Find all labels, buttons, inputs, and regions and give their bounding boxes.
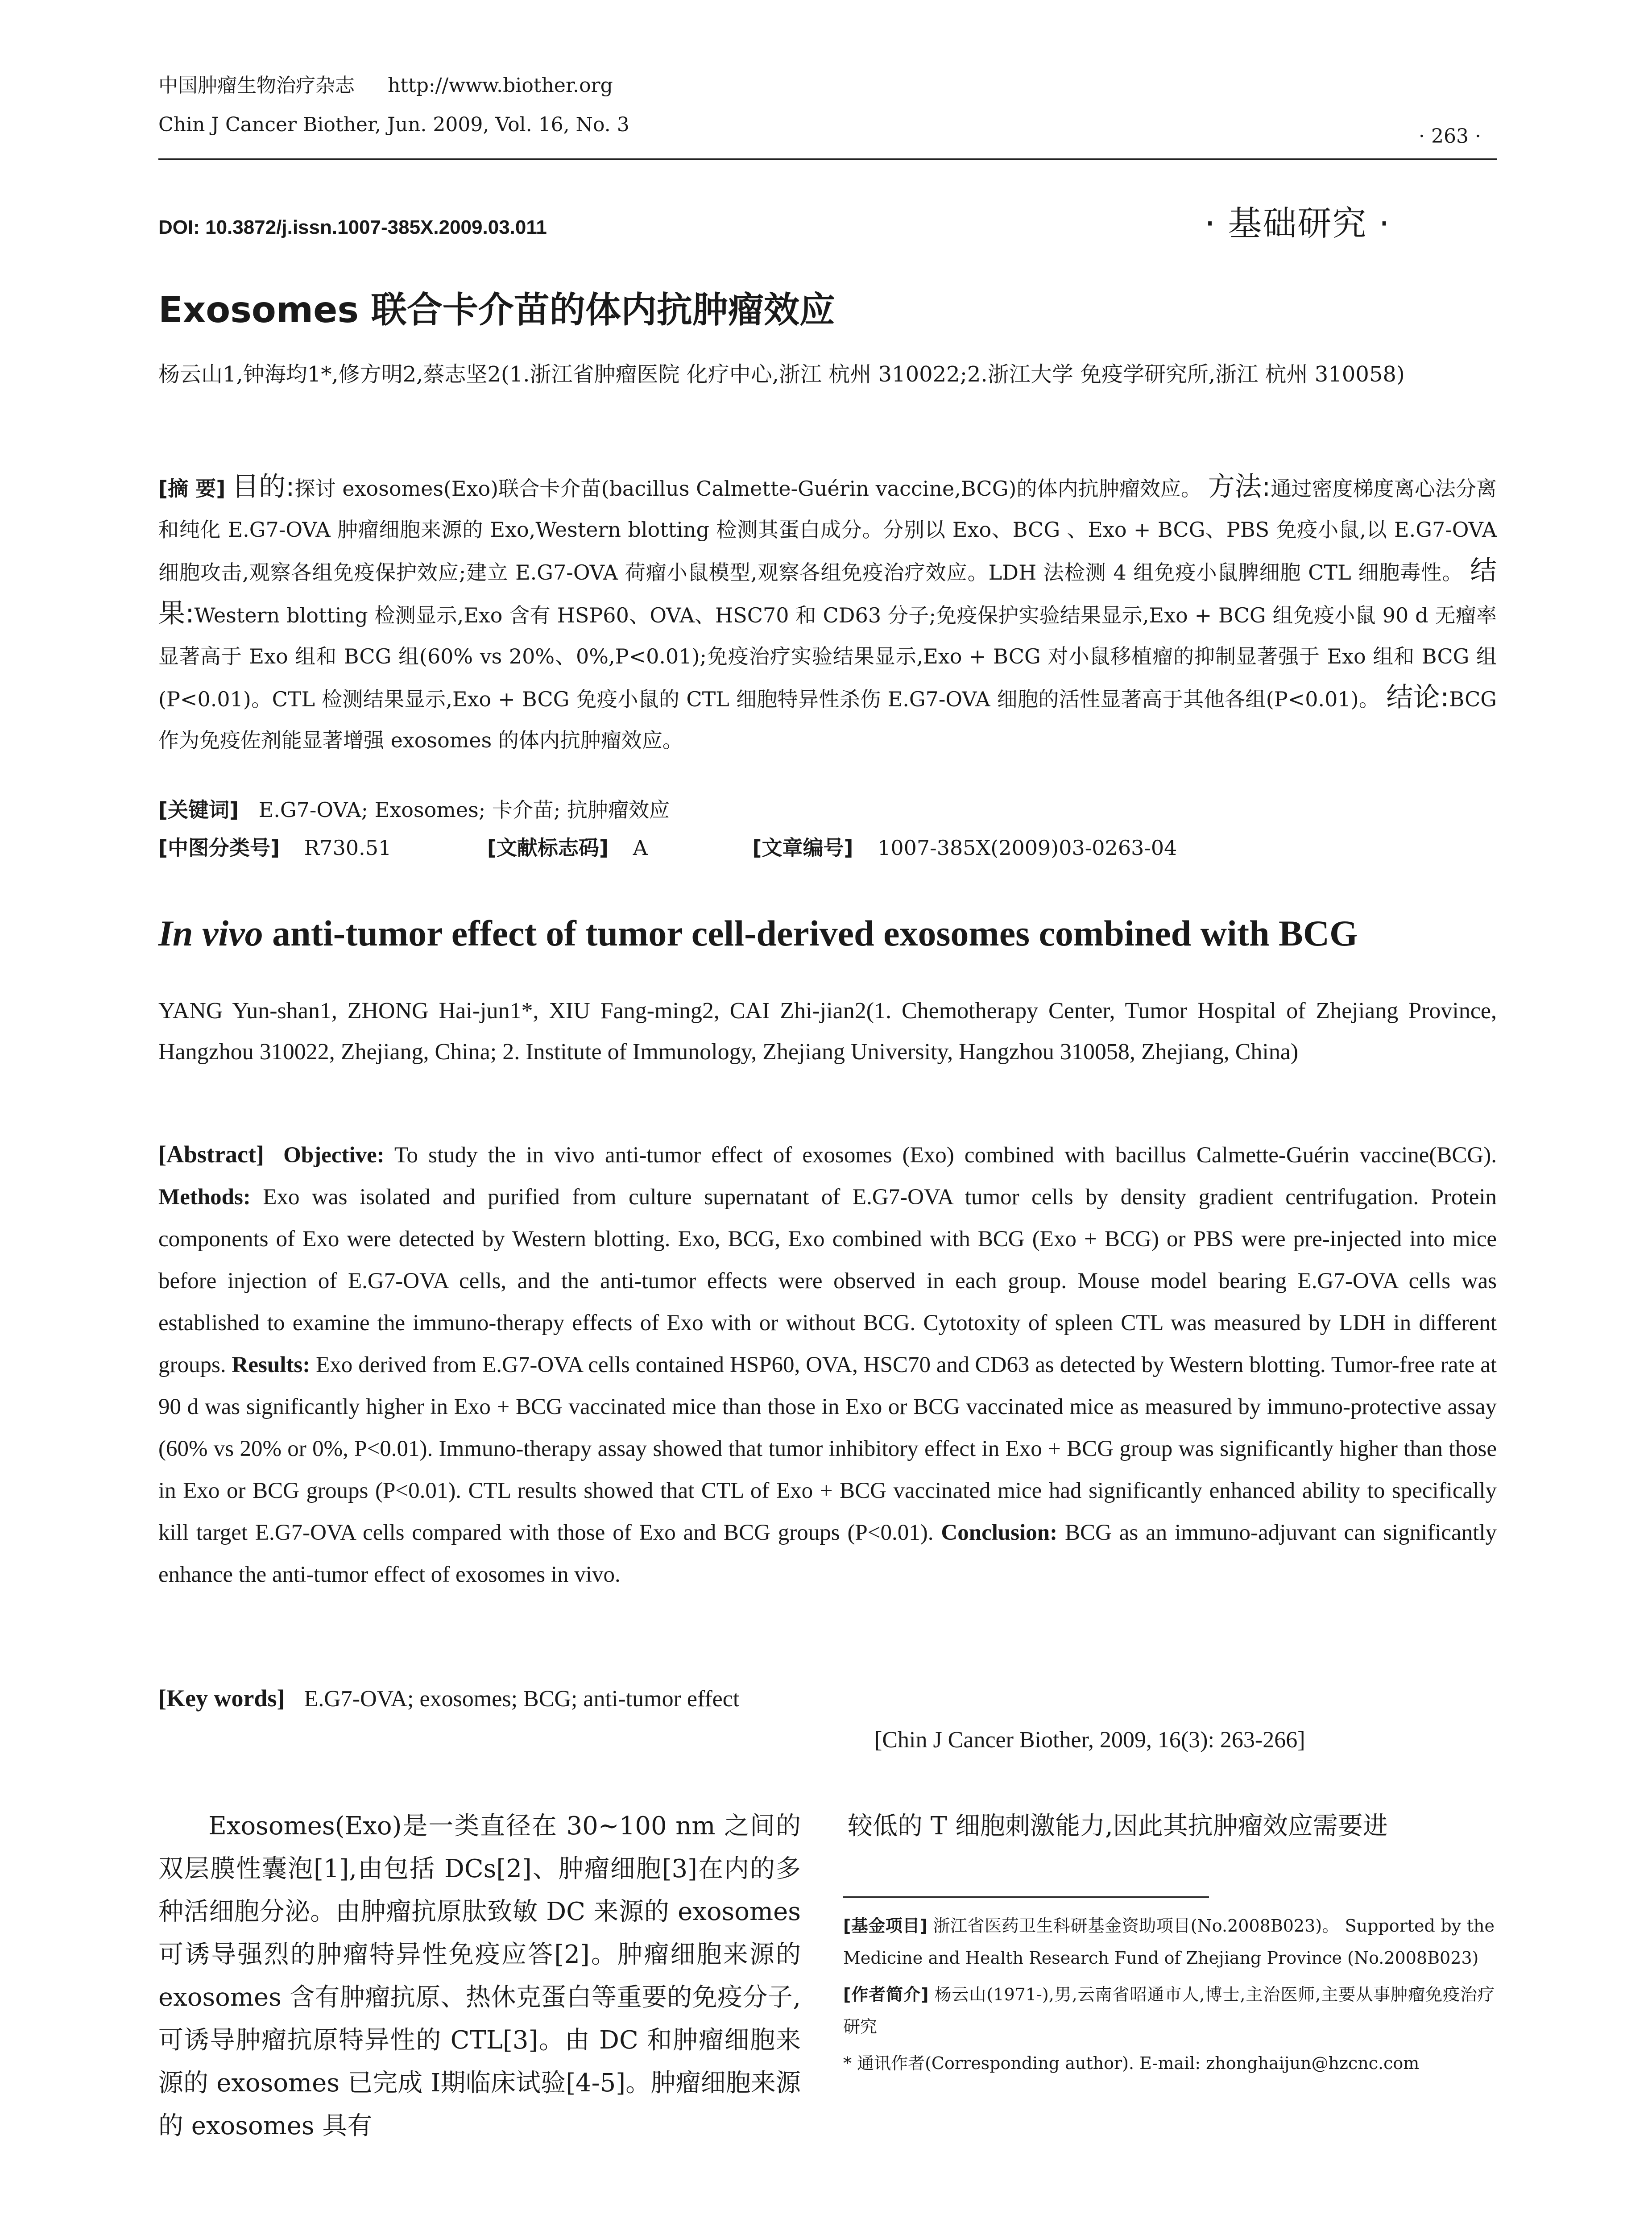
objective-label-cn: 目的: — [232, 471, 295, 502]
footnotes — [843, 1910, 1495, 2079]
citation: [Chin J Cancer Biother, 2009, 16(3): 263-266] — [874, 1727, 1305, 1753]
journal-url[interactable]: http://www.biother.org — [388, 74, 613, 97]
keywords-cn-text: E.G7-OVA; Exosomes; 卡介苗; 抗肿瘤效应 — [258, 798, 670, 822]
authors-en: YANG Yun-shan1, ZHONG Hai-jun1*, XIU Fang-ming2, CAI Zhi-jian2(1. Chemotherapy Center, Tumor Hospital of Zhejiang Province, Hangzhou 310022, Zhejiang, China; 2. Institute of Immunology, Zhejiang University, Hangzhou 310058, Zhejiang, China) — [158, 998, 1497, 1065]
author-note — [843, 1978, 1495, 2043]
clc-label: [中图分类号] — [158, 836, 280, 860]
results-en: Exo derived from E.G7-OVA cells contained HSP60, OVA, HSC70 and CD63 as detected by Western blotting. Tumor-free rate at 90 d was significantly higher in Exo + BCG vaccinated mice than those in Exo or BCG vaccinated mice as measured by immuno-protective assay (60% vs 20% or 0%, P<0.01). Immuno-therapy assay showed that tumor inhibitory effect in Exo + BCG group was significantly higher than those in Exo or BCG groups (P<0.01). CTL results showed that CTL of Exo + BCG vaccinated mice had significantly enhanced ability to specifically kill target E.G7-OVA cells compared with those of Exo and BCG groups (P<0.01). — [158, 1352, 1497, 1545]
objective-cn: 探讨 exosomes(Exo)联合卡介苗(bacillus Calmette-Guérin vaccine,BCG)的体内抗肿瘤效应。 — [294, 477, 1202, 501]
results-cn: Western blotting 检测显示,Exo 含有 HSP60、OVA、HSC70 和 CD63 分子;免疫保护实验结果显示,Exo + BCG 组免疫小鼠 90 d 无瘤率显著高于 Exo 组和 BCG 组(60% vs 20%、0%,P<0.01);免疫治疗实验结果显示,Exo + BCG 对小鼠移植瘤的抑制显著强于 Exo 组和 BCG 组(P<0.01)。CTL 检测结果显示,Exo + BCG 免疫小鼠的 CTL 细胞特异性杀伤 E.G7-OVA 细胞的活性显著高于其他各组(P<0.01)。 — [158, 603, 1497, 711]
fund-cn: 浙江省医药卫生科研基金资助项目(No.2008B023)。 — [933, 1916, 1340, 1936]
results-label-cn: 结果: — [158, 555, 1497, 629]
keywords-en-text: E.G7-OVA; exosomes; BCG; anti-tumor effect — [304, 1686, 740, 1712]
title-en — [158, 912, 1358, 954]
methods-cn: 通过密度梯度离心法分离和纯化 E.G7-OVA 肿瘤细胞来源的 Exo,Western blotting 检测其蛋白成分。分别以 Exo、BCG 、Exo + BCG、PBS 免疫小鼠,以 E.G7-OVA 细胞攻击,观察各组免疫保护效应;建立 E.G7-OVA 荷瘤小鼠模型,观察各组免疫治疗效应。LDH 法检测 4 组免疫小鼠脾细胞 CTL 细胞毒性。 — [158, 477, 1497, 585]
keywords-cn — [158, 796, 670, 823]
methods-label-cn: 方法: — [1208, 471, 1271, 502]
title-en-rest: anti-tumor effect of tumor cell-derived exosomes combined with BCG — [263, 913, 1358, 954]
article-no-label: [文章编号] — [752, 836, 853, 860]
objective-label-en: Objective: — [283, 1143, 385, 1168]
page-title: Exosomes 联合卡介苗的体内抗肿瘤效应 — [158, 289, 835, 331]
author-label: [作者简介] — [843, 1985, 929, 2004]
section-tag: · 基础研究 · — [1205, 203, 1391, 243]
fund-note — [843, 1910, 1495, 1974]
results-label-en: Results: — [232, 1352, 311, 1377]
abstract-cn-label: [摘 要] — [158, 477, 226, 501]
conclusion-cn: BCG 作为免疫佐剂能显著增强 exosomes 的体内抗肿瘤效应。 — [158, 687, 1497, 752]
corresponding-note: * 通讯作者(Corresponding author). E-mail: zhonghaijun@hzcnc.com — [843, 2053, 1420, 2073]
classification-row — [158, 834, 1177, 861]
doi: DOI: 10.3872/j.issn.1007-385X.2009.03.011 — [158, 216, 547, 238]
clc-value: R730.51 — [304, 836, 392, 860]
body-left-column: Exosomes(Exo)是一类直径在 30~100 nm 之间的双层膜性囊泡[1],由包括 DCs[2]、肿瘤细胞[3]在内的多种活细胞分泌。由肿瘤抗原肽致敏 DC 来源的 exosomes 可诱导强烈的肿瘤特异性免疫应答[2]。肿瘤细胞来源的 exosomes 含有肿瘤抗原、热休克蛋白等重要的免疫分子,可诱导肿瘤抗原特异性的 CTL[3]。由 DC 和肿瘤细胞来源的 exosomes 已完成 Ⅰ期临床试验[4-5]。肿瘤细胞来源的 exosomes 具有 — [158, 1812, 801, 2140]
footnote-rule — [843, 1896, 1209, 1898]
title-en-italic: In vivo — [158, 913, 263, 954]
objective-en: To study the in vivo anti-tumor effect of exosomes (Exo) combined with bacillus Calmette-Guérin vaccine(BCG). — [394, 1143, 1497, 1168]
conclusion-label-en: Conclusion: — [941, 1520, 1058, 1545]
header-rule — [158, 158, 1497, 160]
conclusion-en: BCG as an immuno-adjuvant can significantly enhance the anti-tumor effect of exosomes in vivo. — [158, 1520, 1497, 1587]
body-right-column: 较低的 T 细胞刺激能力,因此其抗肿瘤效应需要进 — [848, 1812, 1388, 1841]
running-header-cn — [158, 76, 613, 95]
article-no-value: 1007-385X(2009)03-0263-04 — [878, 836, 1177, 860]
fund-label: [基金项目] — [843, 1916, 928, 1936]
running-header-en: Chin J Cancer Biother, Jun. 2009, Vol. 16, No. 3 — [158, 113, 629, 136]
authors-cn: 杨云山1,钟海均1*,修方明2,蔡志坚2(1.浙江省肿瘤医院 化疗中心,浙江 杭州 310022;2.浙江大学 免疫学研究所,浙江 杭州 310058) — [158, 362, 1405, 387]
keywords-en-label: [Key words] — [158, 1685, 285, 1712]
abstract-en — [158, 1133, 1497, 1596]
methods-en: Exo was isolated and purified from culture supernatant of E.G7-OVA tumor cells by density gradient centrifugation. Protein components of Exo were detected by Western blotting. Exo, BCG, Exo combined with BCG (Exo + BCG) or PBS were pre-injected into mice before injection of E.G7-OVA cells, and the anti-tumor effects were observed in each group. Mouse model bearing E.G7-OVA cells was established to examine the immuno-therapy effects of Exo with or without BCG. Cytotoxity of spleen CTL was measured by LDH in different groups. — [158, 1185, 1497, 1377]
fund-en: Supported by the Medicine and Health Research Fund of Zhejiang Province (No.2008B023) — [843, 1916, 1495, 1968]
keywords-cn-label: [关键词] — [158, 798, 239, 822]
doc-code-value: A — [633, 836, 648, 860]
conclusion-label-cn: 结论: — [1386, 682, 1449, 713]
methods-label-en: Methods: — [158, 1185, 251, 1210]
journal-name-cn: 中国肿瘤生物治疗杂志 — [158, 74, 355, 97]
author-text: 杨云山(1971-),男,云南省昭通市人,博士,主治医师,主要从事肿瘤免疫治疗研究 — [843, 1985, 1495, 2036]
abstract-cn — [158, 466, 1497, 761]
page-number: · 263 · — [1419, 125, 1481, 148]
keywords-en — [158, 1684, 739, 1712]
doc-code-label: [文献标志码] — [487, 836, 609, 860]
abstract-en-label: [Abstract] — [158, 1141, 264, 1168]
